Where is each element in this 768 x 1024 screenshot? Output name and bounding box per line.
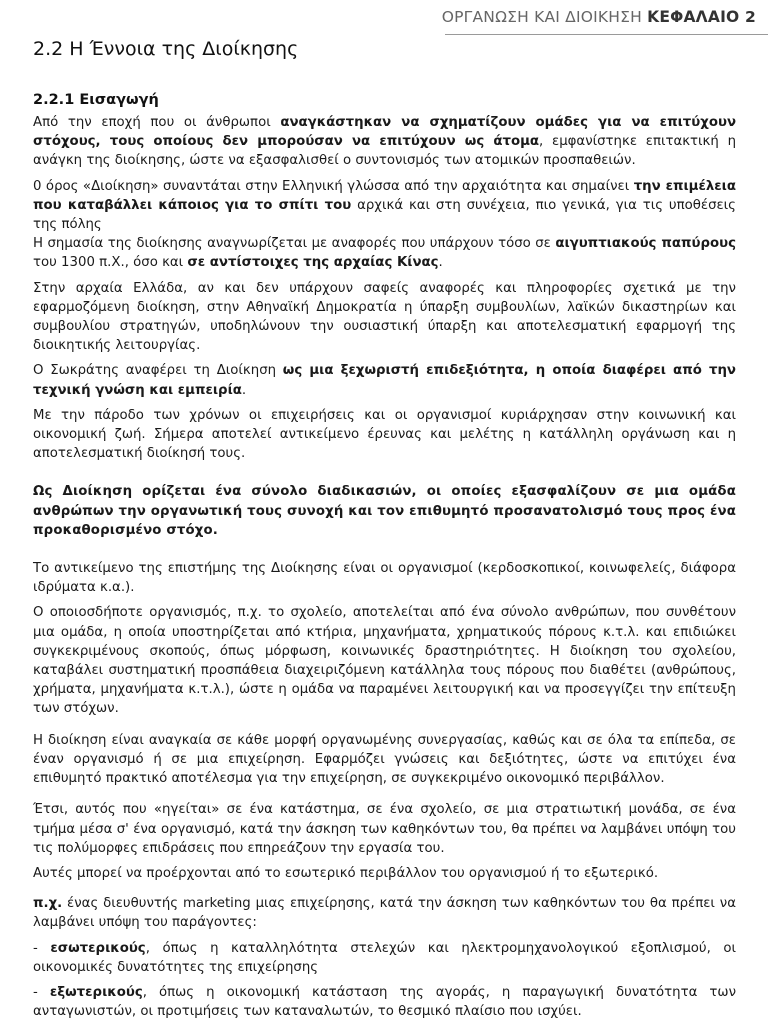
- paragraph-ancient-greece: Στην αρχαία Ελλάδα, αν και δεν υπάρχουν σαφείς αναφορές και πληροφορίες σχετικά με την εφαρμοζόμενη διοίκηση, στην Αθηναϊκή Δημοκρατία η ύπαρξη συμβουλίων, λαϊκών δικαστηρίων και συμβουλίου στρατηγών, υποδηλώνουν την ουσιαστική ύπαρξη και αποτελεσματική εφαρμογή της διοικητικής λειτουργίας.: [33, 280, 736, 354]
- chapter-label: ΚΕΦΑΛΑΙΟ 2: [647, 8, 756, 26]
- paragraph-organization-example: Ο οποιοσδήποτε οργανισμός, π.χ. το σχολείο, αποτελείται από ένα σύνολο ανθρώπων, που συνθέτουν μια ομάδα, η οποία υποστηρίζεται από κτήρια, μηχανήματα, χρηματικούς πόρους κ.τ.λ. και επιδιώκει συγκεκριμένους σκοπούς, όπως μόρφωση, κοινωνικές δραστηριότητες. Η διοίκηση του σχολείου, καταβάλει συστηματική προσπάθεια διαχειριζόμενη κατάλληλα τους πόρους που διαθέτει (ανθρώπους, χρήματα, μηχανήματα κ.τ.λ.), ώστε η ομάδα να παραμένει λειτουργική και να προσεγγίζει την επίτευξη των στόχων.: [33, 605, 736, 717]
- running-header-text: ΟΡΓΑΝΩΣΗ ΚΑΙ ΔΙΟΙΚΗΣΗ: [441, 8, 648, 26]
- list-item-internal: - εσωτερικούς, όπως η καταλληλότητα στελεχών και ηλεκτρομηχανολογικού εξοπλισμού, οι οικονομικές δυνατότητες της επιχείρησης: [33, 940, 736, 975]
- running-header: [442, 8, 756, 26]
- paragraph-intro: Από την εποχή που οι άνθρωποι αναγκάστηκαν να σχηματίζουν ομάδες για να επιτύχουν στόχους, τους οποίους δεν μπορούσαν να επιτύχουν ως άτομα, εμφανίστηκε επιτακτική η ανάγκη της διοίκησης, ώστε να εξασφαλισθεί ο συντονισμός των ατομικών προσπαθειών.: [33, 115, 736, 169]
- paragraph-necessity: Η διοίκηση είναι αναγκαία σε κάθε μορφή οργανωμένης συνεργασίας, καθώς και σε όλα τα επίπεδα, σε έναν οργανισμό ή σε μια επιχείρηση. Εφαρμόζει γνώσεις και δεξιότητες, ώστε να επιτύχει ένα επιθυμητό πρακτικό αποτέλεσμα για την επιχείρηση, σε συγκεκριμένο οικονομικό περιβάλλον.: [33, 732, 736, 787]
- paragraph-socrates: Ο Σωκράτης αναφέρει τη Διοίκηση ως μια ξεχωριστή επιδεξιότητα, η οποία διαφέρει από την τεχνική γνώση και εμπειρία.: [33, 363, 736, 398]
- paragraph-environment: Αυτές μπορεί να προέρχονται από το εσωτερικό περιβάλλον του οργανισμού ή το εξωτερικό.: [33, 865, 659, 881]
- paragraph-term-origin: 0 όρος «Διοίκηση» συναντάται στην Ελληνική γλώσσα από την αρχαιότητα και σημαίνει την επιμέλεια που καταβάλλει κάποιος για το σπίτι του αρχικά και στη συνέχεια, πιο γενικά, για τις υποθέσεις της πόλης: [33, 178, 736, 233]
- body-text: [33, 113, 736, 1021]
- list-item-external: - εξωτερικούς, όπως η οικονομική κατάσταση της αγοράς, η παραγωγική δυνατότητα των ανταγωνιστών, οι προτιμήσεις των καταναλωτών, το θεσμικό πλαίσιο που ισχύει.: [33, 984, 736, 1020]
- paragraph-leadership: Έτσι, αυτός που «ηγείται» σε ένα κατάστημα, σε ένα σχολείο, σε μια στρατιωτική μονάδα, σε ένα τμήμα μέσα σ' ένα οργανισμό, κατά την άσκηση των καθηκόντων του, θα πρέπει να λαμβάνει υπόψη του τις πολύμορφες επιδράσεις που επηρεάζουν την εργασία του.: [33, 802, 736, 856]
- paragraph-example: π.χ. ένας διευθυντής marketing μιας επιχείρησης, κατά την άσκηση των καθηκόντων του θα πρέπει να λαμβάνει υπόψη του παράγοντες:: [33, 896, 736, 931]
- header-rule: [445, 34, 768, 35]
- section-title: 2.2 Η Έννοια της Διοίκησης: [33, 38, 299, 60]
- subsection-title: 2.2.1 Εισαγωγή: [33, 92, 159, 108]
- definition-paragraph: Ως Διοίκηση ορίζεται ένα σύνολο διαδικασιών, οι οποίες εξασφαλίζουν σε μια ομάδα ανθρώπων την οργανωτική τους συνοχή και τον επιθυμητό προσανατολισμό τους προς ένα προκαθορισμένο στόχο.: [33, 484, 736, 538]
- paragraph-subject: Το αντικείμενο της επιστήμης της Διοίκησης είναι οι οργανισμοί (κερδοσκοπικοί, κοινωφελείς, διάφορα ιδρύματα κ.α.).: [33, 561, 736, 596]
- paragraph-modern-era: Με την πάροδο των χρόνων οι επιχειρήσεις και οι οργανισμοί κυριάρχησαν στην κοινωνική και οικονομική ζωή. Σήμερα αποτελεί αντικείμενο έρευνας και μελέτης η κατάλληλη οργάνωση και η αποτελεσματική διοίκησή τους.: [33, 407, 736, 462]
- paragraph-ancient-references: Η σημασία της διοίκησης αναγνωρίζεται με αναφορές που υπάρχουν τόσο σε αιγυπτιακούς παπύρους του 1300 π.Χ., όσο και σε αντίστοιχες της αρχαίας Κίνας.: [33, 236, 736, 271]
